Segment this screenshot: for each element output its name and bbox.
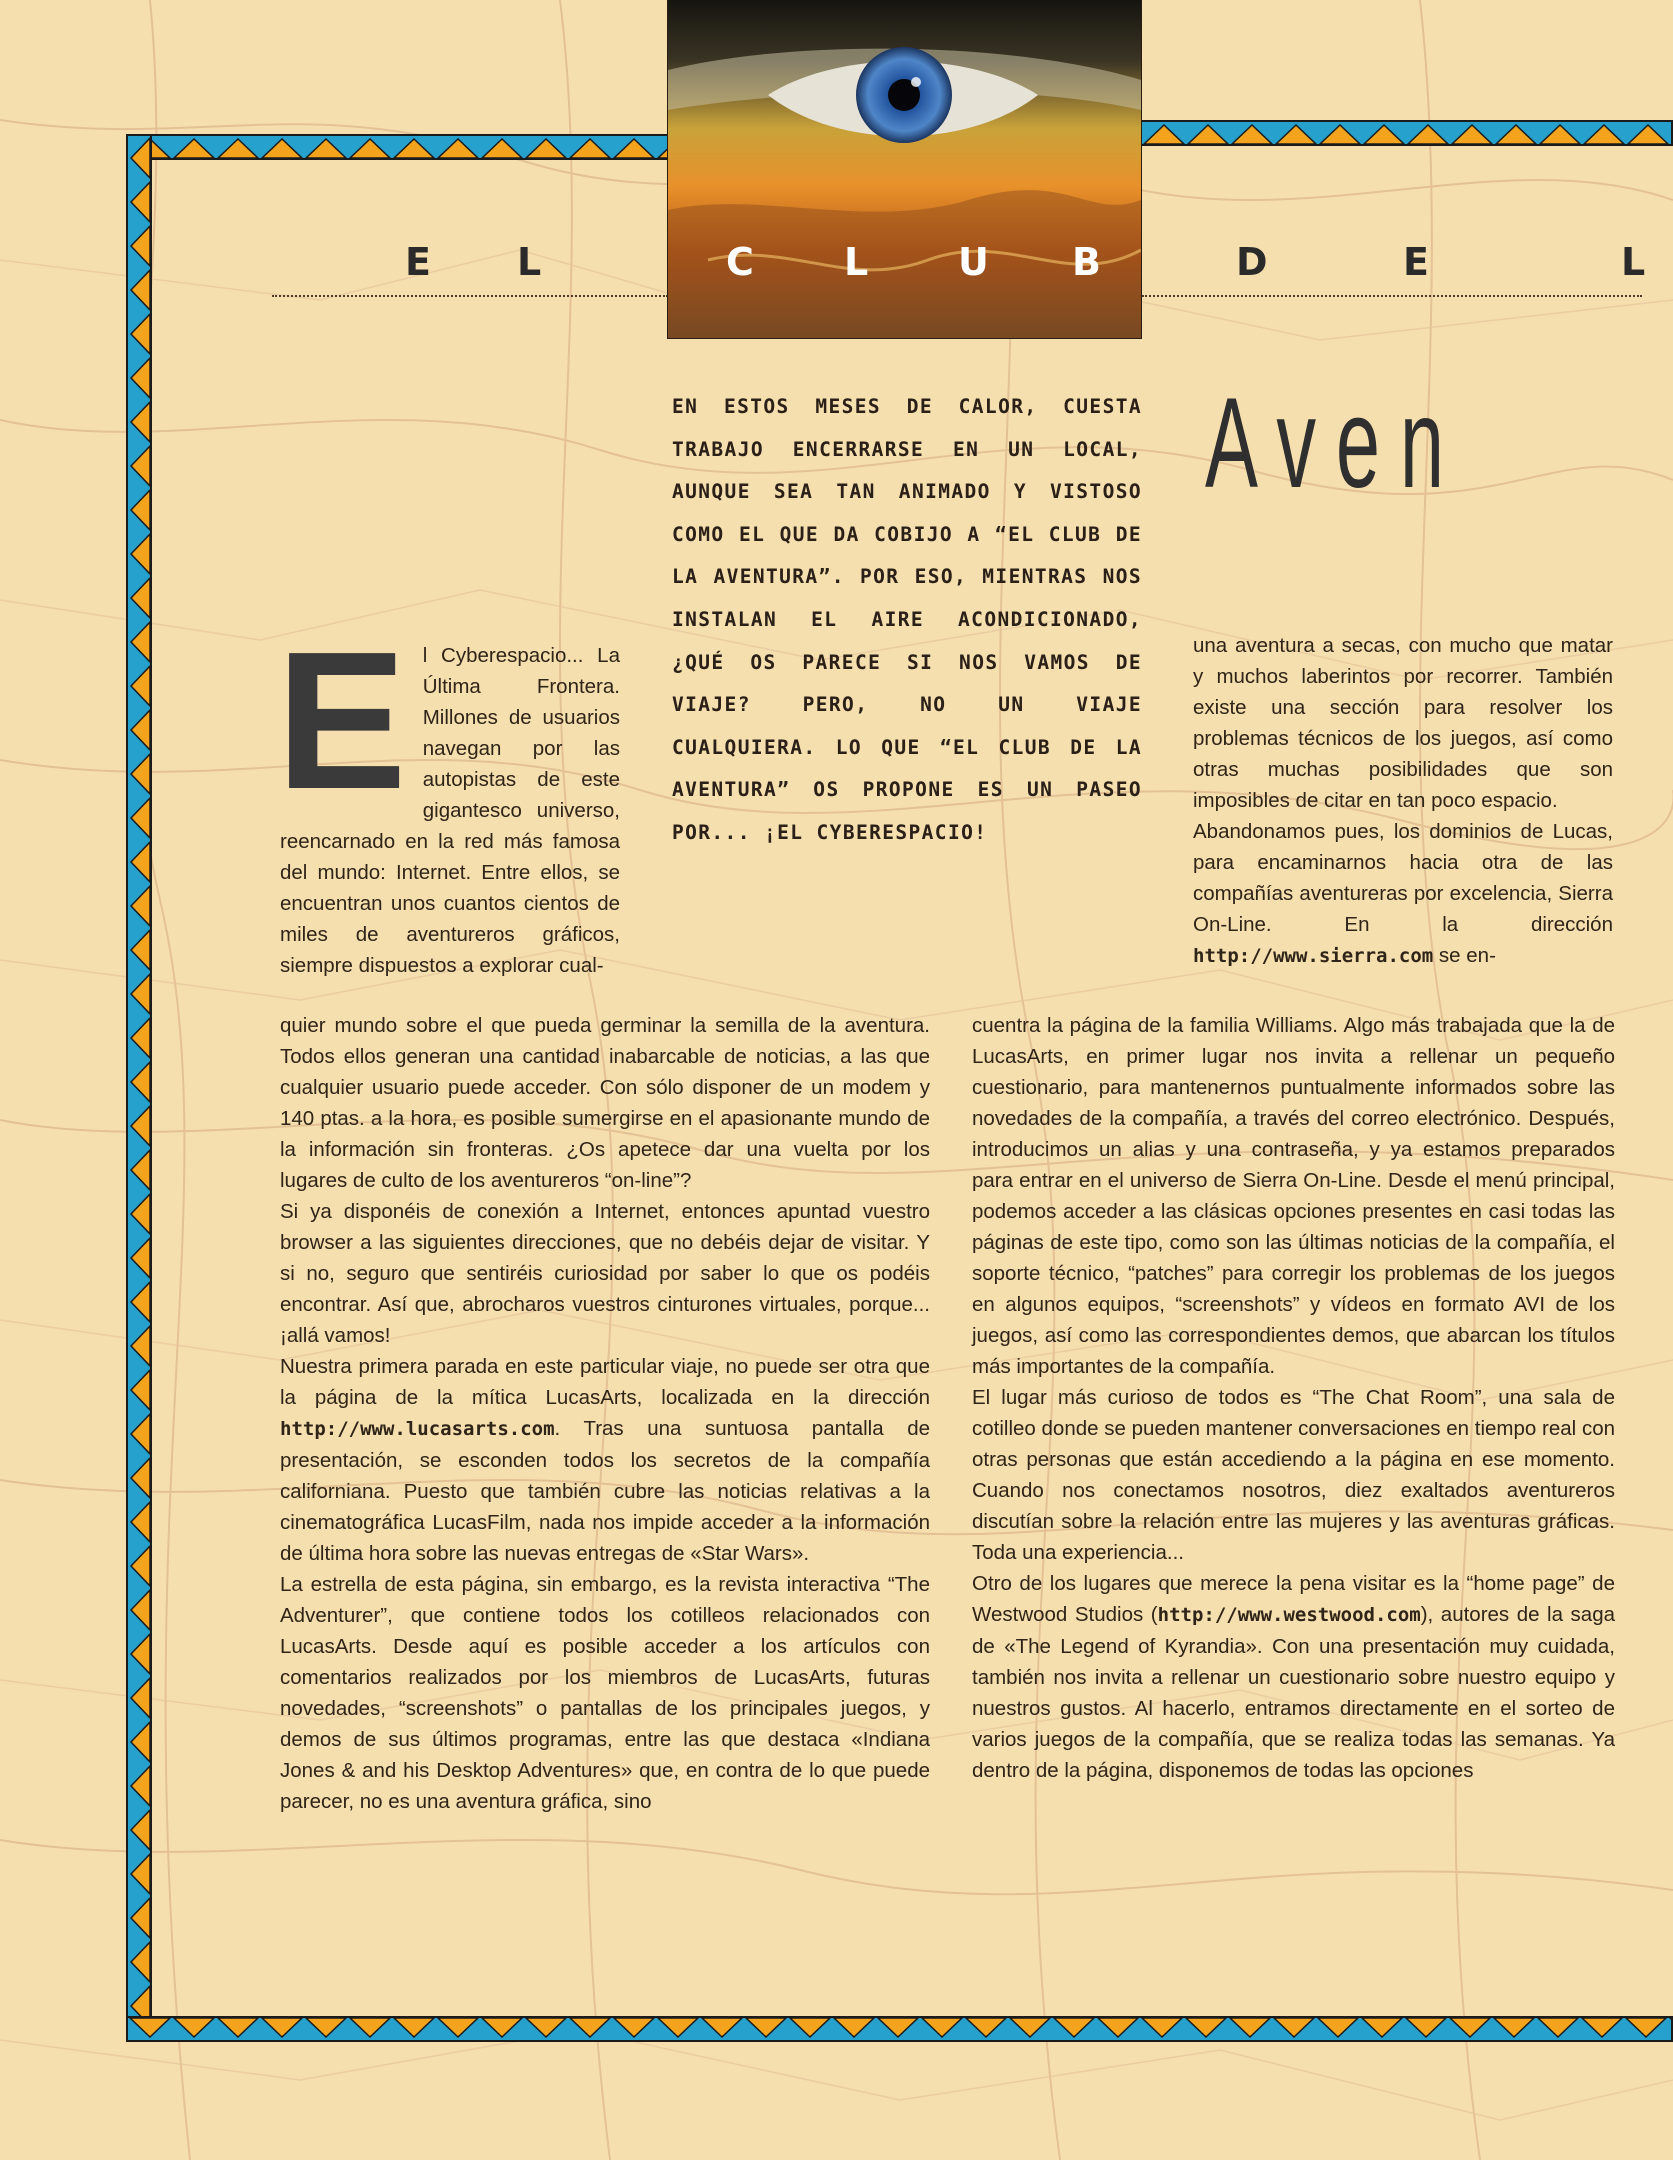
eye-photo <box>668 0 1141 338</box>
header-club-letter: C <box>726 240 754 284</box>
paragraph: una aventura a secas, con mucho que matar y muchos laberintos por recorrer. También existe una sección para resolver los problemas técnicos de los juegos, así como otras muchas posibilidades que son imposibles de citar en tan poco espacio. <box>1193 634 1613 812</box>
header-club-letter: B <box>1072 240 1101 284</box>
intro-text: EN ESTOS MESES DE CALOR, CUESTA TRABAJO ENCERRARSE EN UN LOCAL, AUNQUE SEA TAN ANIMADO Y VISTOSO COMO EL QUE DA COBIJO A “EL CLUB DE LA AVENTURA”. POR ESO, MIENTRAS NOS INSTALAN EL AIRE ACONDICIONADO, ¿QUÉ OS PARECE SI NOS VAMOS DE VIAJE? PERO, NO UN VIAJE CUALQUIERA. LO QUE “EL CLUB DE LA AVENTURA” OS PROPONE ES UN PASEO POR... ¡EL CYBERESPACIO! <box>672 395 1142 844</box>
header-club-letter: L <box>844 240 869 284</box>
header-letter: D <box>1236 240 1268 284</box>
text-run: Nuestra primera parada en este particular viaje, no puede ser otra que la página de la mítica LucasArts, localizada en la dirección <box>280 1355 930 1409</box>
paragraph: La estrella de esta página, sin embargo, es la revista interactiva “The Adventurer”, que contiene todos los cotilleos relacionados con LucasArts. Desde aquí es posible acceder a los artículos con comentarios realizados por los miembros de LucasArts, futuras novedades, “screenshots” o pantallas de los principales juegos, y demos de sus últimos programas, entre las que destaca «Indiana Jones & and his Desktop Adventures» que, en contra de lo que puede parecer, no es una aventura gráfica, sino <box>280 1573 930 1813</box>
url-link[interactable]: http://www.lucasarts.com <box>280 1418 555 1440</box>
article-column-left-top <box>276 611 620 981</box>
border-top-right <box>1140 120 1673 146</box>
article-column-right-top <box>1193 630 1613 972</box>
paragraph <box>1193 816 1613 972</box>
border-top-left <box>126 134 670 160</box>
header-rule-right <box>1142 295 1642 297</box>
paragraph: cuentra la página de la familia Williams. Algo más trabajada que la de LucasArts, en primer lugar nos invita a rellenar un pequeño cuestionario, para mantenernos puntualmente informados sobre las novedades de la compañía, a través del correo electrónico. Después, introducimos un alias y una contraseña, y ya estamos preparados para entrar en el universo de Sierra On-Line. Desde el menú principal, podemos acceder a las clásicas opciones presentes en casi todas las páginas de este tipo, como son las últimas noticias de la compañía, el soporte técnico, “patches” para corregir los problemas de los juegos en algunos equipos, “screenshots” y vídeos en formato AVI de los juegos, así como las correspondientes demos, que abarcan los títulos más importantes de la compañía. <box>972 1014 1615 1378</box>
border-left <box>126 134 152 2042</box>
paragraph: quier mundo sobre el que pueda germinar la semilla de la aventura. Todos ellos generan una cantidad inabarcable de noticias, a las que cualquier usuario puede acceder. Con sólo disponer de un modem y 140 ptas. a la hora, es posible sumergirse en el apasionante mundo de la información sin fronteras. ¿Os apetece dar una vuelta por los lugares de culto de los aventureros “on-line”? <box>280 1014 930 1192</box>
text-run: Otro de los lugares que merece la pena visitar es la “home page” de Westwood Studios ( <box>972 1572 1615 1626</box>
border-bottom <box>126 2016 1673 2042</box>
paragraph: l Cyberespacio... La Última Frontera. Millones de usuarios navegan por las autopistas de este gigantesco universo, reencarnado en la red más famosa del mundo: Internet. Entre ellos, se encuentran unos cuantos cientos de miles de aventureros gráficos, siempre dispuestos a explorar cual- <box>280 644 620 977</box>
header-letter: E <box>1403 240 1429 284</box>
header-rule-left <box>272 295 668 297</box>
url-link[interactable]: http://www.westwood.com <box>1157 1604 1421 1626</box>
title-word: Aven <box>1205 372 1464 515</box>
header-club-letter: U <box>958 240 989 284</box>
header-letter: L <box>1621 240 1646 284</box>
paragraph <box>280 1351 930 1569</box>
paragraph <box>972 1568 1615 1786</box>
url-link[interactable]: http://www.sierra.com <box>1193 945 1434 967</box>
paragraph: Si ya disponéis de conexión a Internet, entonces apuntad vuestro browser a las siguientes direcciones, que no debéis dejar de visitar. Y si no, seguro que sentiréis curiosidad por saber lo que os podéis encontrar. Así que, abrocharos vuestros cinturones virtuales, porque... ¡allá vamos! <box>280 1200 930 1347</box>
text-run: ), autores de la saga de «The Legend of Kyrandia». Con una presentación muy cuidada, también nos invita a rellenar un cuestionario sobre nuestro equipo y nuestros gustos. Al hacerlo, entramos directamente en el sorteo de varios juegos de la compañía, que se realiza todas las semanas. Ya dentro de la página, disponemos de todas las opciones <box>972 1603 1615 1782</box>
article-column-right-bottom <box>972 1010 1615 1786</box>
text-run: . Tras una suntuosa pantalla de presentación, se esconden todos los secretos de la compañía californiana. Puesto que también cubre las noticias relativas a la cinematográfica LucasFilm, nada nos impide acceder a la información de última hora sobre las nuevas entregas de «Star Wars». <box>280 1417 930 1565</box>
paragraph: El lugar más curioso de todos es “The Chat Room”, una sala de cotilleo donde se pueden mantener conversaciones en tiempo real con otras personas que están accediendo a la página en ese momento. Cuando nos conectamos nosotros, diez exaltados aventureros discutían sobre la relación entre las mujeres y las aventuras gráficas. Toda una experiencia... <box>972 1386 1615 1564</box>
text-run: se en- <box>1438 944 1496 967</box>
article-column-left-bottom <box>280 1010 930 1817</box>
header-letter: L <box>517 240 542 284</box>
header-letter: E <box>405 240 431 284</box>
text-run: Abandonamos pues, los dominios de Lucas, para encaminarnos hacia otra de las compañías aventureras por excelencia, Sierra On-Line. En la dirección <box>1193 820 1613 936</box>
dropcap: E <box>276 611 407 830</box>
